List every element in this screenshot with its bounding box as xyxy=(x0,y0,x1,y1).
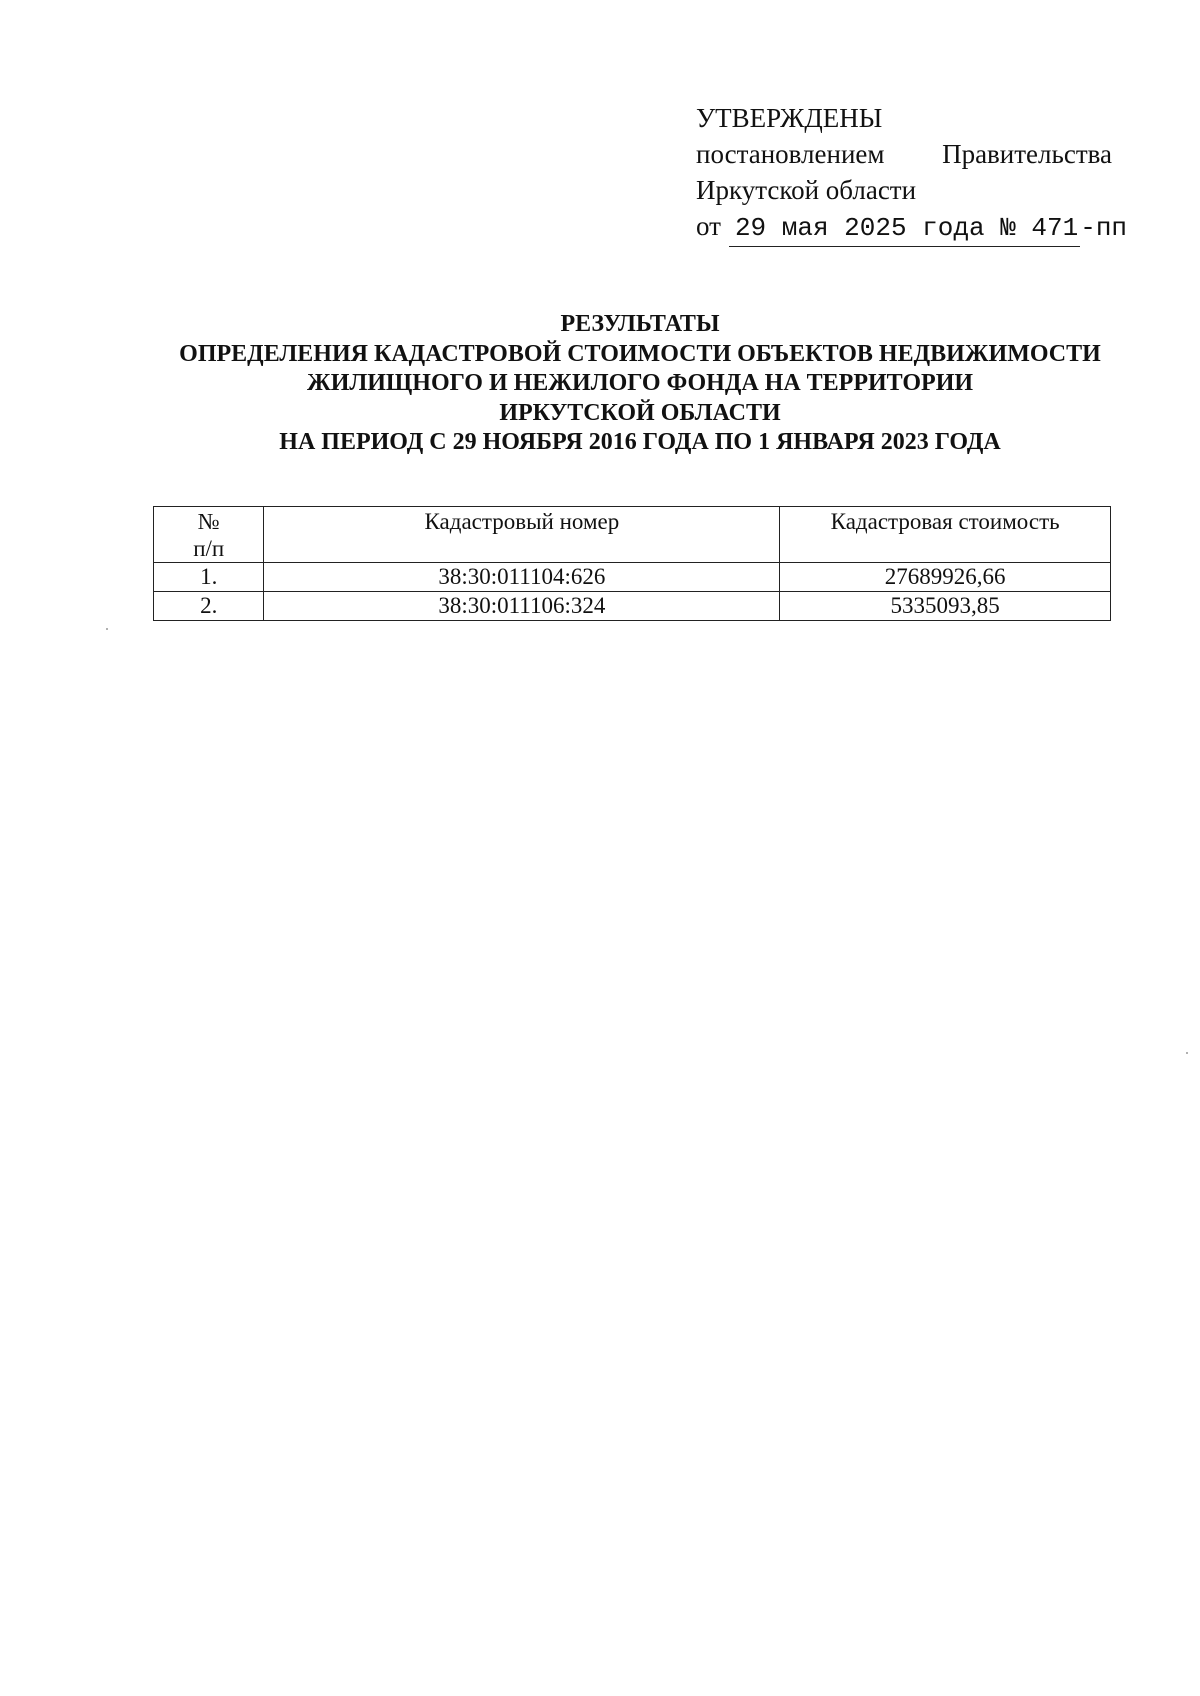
approval-heading: УТВЕРЖДЕНЫ xyxy=(696,103,883,133)
approval-resolution-word: постановлением xyxy=(696,139,885,169)
title-line: ОПРЕДЕЛЕНИЯ КАДАСТРОВОЙ СТОИМОСТИ ОБЪЕКТОВ НЕДВИЖИМОСТИ xyxy=(179,340,1101,367)
row-number: 1. xyxy=(154,563,264,592)
table-row xyxy=(154,592,1111,621)
cadastral-results-table xyxy=(153,506,1111,621)
scan-speck xyxy=(1186,1052,1188,1054)
header-number-abbrev: п/п xyxy=(193,536,225,561)
approval-block xyxy=(696,100,1128,247)
header-row-number xyxy=(154,507,264,563)
title-line: НА ПЕРИОД С 29 НОЯБРЯ 2016 ГОДА ПО 1 ЯНВАРЯ 2023 ГОДА xyxy=(279,429,1001,455)
cadastral-number-cell: 38:30:011104:626 xyxy=(264,563,780,592)
approval-line-resolution xyxy=(696,136,1112,172)
cadastral-value-cell: 27689926,66 xyxy=(780,563,1111,592)
scan-speck xyxy=(106,628,108,630)
table-header-row xyxy=(154,507,1111,563)
decree-date-number: 29 мая 2025 года № 471 xyxy=(729,210,1080,247)
title-line: ЖИЛИЩНОГО И НЕЖИЛОГО ФОНДА НА ТЕРРИТОРИИ xyxy=(306,370,974,396)
approval-government-word: Правительства xyxy=(942,139,1112,169)
cadastral-value-cell: 5335093,85 xyxy=(780,592,1111,621)
table-row xyxy=(154,563,1111,592)
approval-decree-line xyxy=(696,208,1128,247)
approval-region: Иркутской области xyxy=(696,175,917,205)
cadastral-number-cell: 38:30:011106:324 xyxy=(264,592,780,621)
row-number: 2. xyxy=(154,592,264,621)
document-title xyxy=(100,310,1180,458)
header-cadastral-number: Кадастровый номер xyxy=(264,507,780,563)
header-cadastral-value: Кадастровая стоимость xyxy=(780,507,1111,563)
title-line: ИРКУТСКОЙ ОБЛАСТИ xyxy=(499,399,781,426)
header-number-sign: № xyxy=(197,509,220,534)
decree-suffix: -пп xyxy=(1080,213,1128,243)
approval-from-prefix: от xyxy=(696,211,721,241)
title-line: РЕЗУЛЬТАТЫ xyxy=(560,311,720,337)
